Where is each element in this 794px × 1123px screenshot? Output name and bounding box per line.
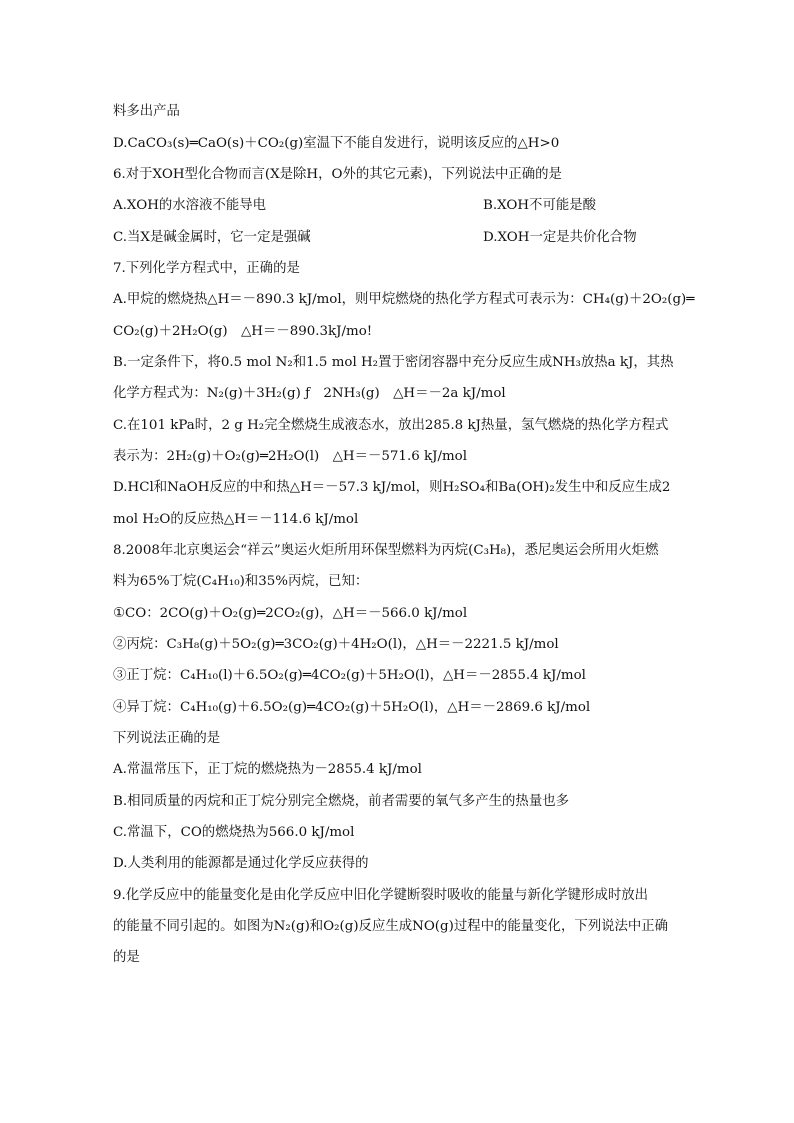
text-line: D.HCl和NaOH反应的中和热△H＝－57.3 kJ/mol，则H₂SO₄和Ba(OH)₂发生中和反应生成2	[113, 480, 671, 495]
text-line: 料为65%丁烷(C₄H₁₀)和35%丙烷，已知：	[113, 574, 369, 589]
text-line: A.常温常压下，正丁烷的燃烧热为－2855.4 kJ/mol	[113, 762, 422, 777]
text-line: C.常温下，CO的燃烧热为566.0 kJ/mol	[113, 825, 355, 840]
text-line: 的能量不同引起的。如图为N₂(g)和O₂(g)反应生成NO(g)过程中的能量变化，下列说法中正确	[113, 919, 669, 934]
text-line: A.甲烷的燃烧热△H＝－890.3 kJ/mol，则甲烷燃烧的热化学方程式可表示为：CH₄(g)＋2O₂(g)═	[113, 292, 695, 307]
text-line: mol H₂O的反应热△H＝－114.6 kJ/mol	[113, 512, 359, 527]
equation-line: ②丙烷：C₃H₈(g)＋5O₂(g)═3CO₂(g)＋4H₂O(l)，△H＝－2221.5 kJ/mol	[113, 637, 559, 652]
text-line: B.相同质量的丙烷和正丁烷分别完全燃烧，前者需要的氧气多产生的热量也多	[113, 794, 569, 809]
equation-line: ④异丁烷：C₄H₁₀(g)＋6.5O₂(g)═4CO₂(g)＋5H₂O(l)，△H＝－2869.6 kJ/mol	[113, 700, 591, 715]
question-6-options-row-1	[113, 196, 597, 216]
question-7-stem: 7.下列化学方程式中，正确的是	[113, 261, 300, 276]
question-6-option-c: C.当X是碱金属时，它一定是强碱	[113, 230, 311, 245]
text-line: C.在101 kPa时，2 g H₂完全燃烧生成液态水，放出285.8 kJ热量，氢气燃烧的热化学方程式	[113, 418, 669, 433]
text-line: 料多出产品	[113, 104, 180, 119]
text-line: B.一定条件下，将0.5 mol N₂和1.5 mol H₂置于密闭容器中充分反应生成NH₃放热a kJ，其热	[113, 355, 674, 370]
text-line: 表示为：2H₂(g)＋O₂(g)═2H₂O(l) △H＝－571.6 kJ/mol	[113, 449, 468, 464]
text-line: 的是	[113, 950, 140, 965]
equation-line: ③正丁烷：C₄H₁₀(l)＋6.5O₂(g)═4CO₂(g)＋5H₂O(l)，△H＝－2855.4 kJ/mol	[113, 668, 586, 683]
text-line: D.人类利用的能源都是通过化学反应获得的	[113, 856, 369, 871]
question-6-options-row-2	[113, 228, 637, 248]
text-line: 化学方程式为：N₂(g)＋3H₂(g) ƒ 2NH₃(g) △H＝－2a kJ/mol	[113, 386, 506, 401]
text-line: CO₂(g)＋2H₂O(g) △H＝－890.3kJ/mo!	[113, 324, 373, 339]
question-8-stem: 8.2008年北京奥运会“祥云”奥运火炬所用环保型燃料为丙烷(C₃H₈)，悉尼奥运会所用火炬燃	[113, 543, 659, 558]
question-6-option-b: B.XOH不可能是酸	[483, 198, 597, 213]
question-6-option-d: D.XOH一定是共价化合物	[483, 230, 637, 245]
question-6-stem: 6.对于XOH型化合物而言(X是除H，O外的其它元素)，下列说法中正确的是	[113, 167, 562, 182]
text-line: 下列说法正确的是	[113, 731, 221, 746]
text-line: D.CaCO₃(s)═CaO(s)＋CO₂(g)室温下不能自发进行，说明该反应的△H>0	[113, 136, 560, 151]
question-6-option-a: A.XOH的水溶液不能导电	[113, 198, 267, 213]
question-9-stem: 9.化学反应中的能量变化是由化学反应中旧化学键断裂时吸收的能量与新化学键形成时放出	[113, 888, 649, 903]
equation-line: ①CO：2CO(g)＋O₂(g)═2CO₂(g)，△H＝－566.0 kJ/mol	[113, 606, 468, 621]
